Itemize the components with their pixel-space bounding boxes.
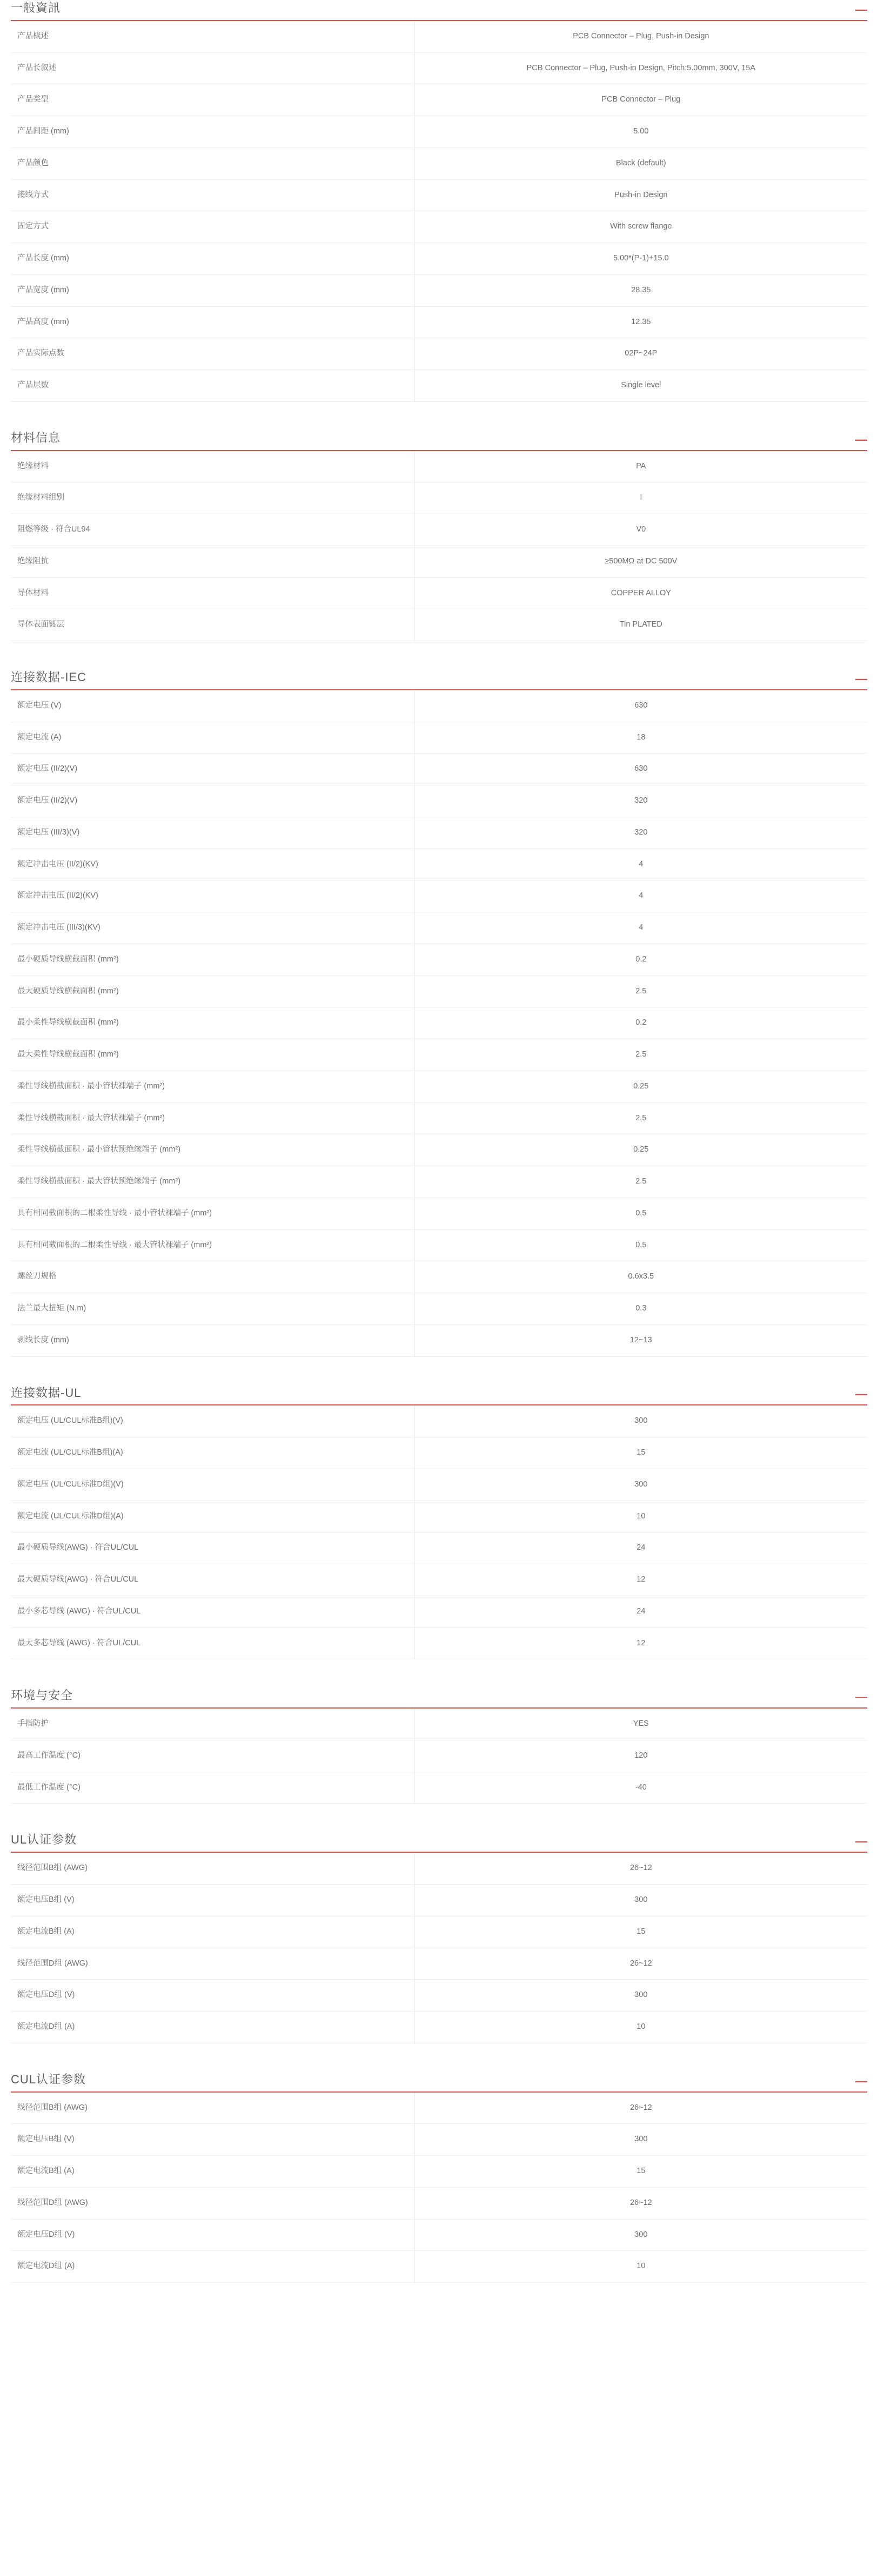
spec-value: -40 [635, 1783, 647, 1792]
table-row [11, 880, 867, 912]
table-row [11, 1293, 867, 1325]
spec-key: 最大硬质导线(AWG) · 符合UL/CUL [11, 1564, 414, 1596]
spec-value: Single level [621, 381, 661, 390]
spec-key: 绝缘材料 [11, 451, 414, 482]
spec-key: 绝缘材料组别 [11, 482, 414, 514]
section-gap [0, 641, 878, 669]
table-row [11, 1532, 867, 1564]
section-collapse-toggle[interactable]: — [855, 671, 867, 685]
table-row [11, 690, 867, 722]
spec-key: 线径范围D组 (AWG) [11, 2187, 414, 2219]
spec-value: 24 [636, 1606, 646, 1616]
table-row [11, 243, 867, 275]
spec-table [11, 1405, 867, 1659]
spec-value: ≥500MΩ at DC 500V [605, 556, 678, 566]
section-gap [0, 1804, 878, 1832]
spec-key: 最大柔性导线横截面积 (mm²) [11, 1039, 414, 1071]
spec-value: 12 [636, 1638, 646, 1647]
spec-value: 300 [634, 1416, 648, 1425]
spec-key: 手指防护 [11, 1709, 414, 1740]
table-row [11, 1885, 867, 1916]
spec-key: 额定电压B组 (V) [11, 1885, 414, 1916]
spec-value: 26~12 [629, 2198, 652, 2207]
spec-key: 最大多芯导线 (AWG) · 符合UL/CUL [11, 1627, 414, 1659]
spec-value: 300 [634, 2135, 648, 2144]
spec-section [0, 1385, 878, 1660]
spec-value: 630 [634, 764, 648, 774]
spec-key: 产品宽度 (mm) [11, 274, 414, 306]
spec-value: 26~12 [629, 2103, 652, 2112]
spec-value: I [640, 493, 642, 502]
spec-key: 导体表面镀层 [11, 609, 414, 641]
spec-key: 最小多芯导线 (AWG) · 符合UL/CUL [11, 1596, 414, 1627]
spec-key: 额定电压 (III/3)(V) [11, 817, 414, 849]
table-row [11, 1980, 867, 2012]
table-row [11, 306, 867, 338]
spec-value: 0.3 [635, 1304, 647, 1313]
spec-value: 15 [636, 2167, 646, 2176]
spec-key: 额定电压D组 (V) [11, 1980, 414, 2012]
table-row [11, 546, 867, 577]
table-row [11, 179, 867, 211]
section-collapse-toggle[interactable]: — [855, 2074, 867, 2088]
table-row [11, 1627, 867, 1659]
table-row [11, 211, 867, 243]
table-row [11, 1134, 867, 1166]
spec-value: COPPER ALLOY [611, 588, 671, 597]
spec-key: 额定电压 (UL/CUL标准B组)(V) [11, 1405, 414, 1437]
spec-key: 产品长度 (mm) [11, 243, 414, 275]
spec-value: 5.00*(P-1)+15.0 [613, 254, 669, 263]
table-row [11, 1102, 867, 1134]
table-row [11, 2251, 867, 2283]
spec-section [0, 0, 878, 402]
spec-key: 阻燃等级 · 符合UL94 [11, 514, 414, 546]
spec-table [11, 1709, 867, 1804]
spec-value: Tin PLATED [619, 620, 662, 629]
spec-key: 产品间距 (mm) [11, 116, 414, 148]
spec-value: 4 [639, 859, 644, 869]
section-header [11, 430, 867, 451]
spec-key: 额定电压 (V) [11, 690, 414, 722]
spec-key: 额定冲击电压 (II/2)(KV) [11, 849, 414, 880]
spec-value: 28.35 [631, 285, 651, 294]
table-row [11, 817, 867, 849]
spec-value: PCB Connector – Plug [601, 95, 681, 104]
spec-value: Black (default) [615, 158, 666, 167]
spec-key: 产品颜色 [11, 147, 414, 179]
section-title: 材料信息 [11, 431, 61, 445]
spec-key: 接线方式 [11, 179, 414, 211]
spec-key: 产品类型 [11, 84, 414, 116]
spec-key: 最低工作温度 (°C) [11, 1772, 414, 1804]
table-row [11, 116, 867, 148]
spec-value: 12 [636, 1575, 646, 1584]
section-header [11, 669, 867, 690]
table-row [11, 1261, 867, 1293]
table-row [11, 722, 867, 754]
table-row [11, 1501, 867, 1532]
table-row [11, 274, 867, 306]
section-title: UL认证参数 [11, 1833, 77, 1847]
table-row [11, 482, 867, 514]
spec-table [11, 1853, 867, 2043]
spec-key: 额定电流 (UL/CUL标准D组)(A) [11, 1501, 414, 1532]
spec-key: 柔性导线横截面积 · 最大管状裸端子 (mm²) [11, 1102, 414, 1134]
spec-value: PA [636, 461, 646, 470]
spec-key: 产品层数 [11, 370, 414, 402]
spec-value: 0.5 [635, 1240, 647, 1249]
spec-section [0, 430, 878, 641]
table-row [11, 2219, 867, 2251]
spec-value: 300 [634, 2230, 648, 2239]
section-collapse-toggle[interactable]: — [855, 1690, 867, 1704]
table-row [11, 338, 867, 370]
table-row [11, 147, 867, 179]
spec-key: 线径范围D组 (AWG) [11, 1948, 414, 1980]
spec-key: 额定电压B组 (V) [11, 2124, 414, 2156]
section-title: 一般資訊 [11, 1, 61, 15]
spec-key: 产品高度 (mm) [11, 306, 414, 338]
section-header [11, 1832, 867, 1853]
spec-key: 线径范围B组 (AWG) [11, 1853, 414, 1884]
spec-section [0, 669, 878, 1357]
spec-value: 10 [636, 2262, 646, 2271]
spec-key: 额定冲击电压 (II/2)(KV) [11, 880, 414, 912]
spec-key: 具有相同截面积的二根柔性导线 · 最大管状裸端子 (mm²) [11, 1229, 414, 1261]
spec-value: 4 [639, 891, 644, 900]
spec-value: 5.00 [633, 127, 649, 136]
section-title: 连接数据-IEC [11, 670, 87, 684]
spec-value: 2.5 [635, 1050, 647, 1059]
spec-value: 320 [634, 828, 648, 837]
table-row [11, 1948, 867, 1980]
spec-value: 10 [636, 2022, 646, 2032]
spec-key: 额定电流D组 (A) [11, 2251, 414, 2283]
spec-key: 固定方式 [11, 211, 414, 243]
spec-key: 最小硬质导线横截面积 (mm²) [11, 944, 414, 976]
table-row [11, 1709, 867, 1740]
spec-key: 产品概述 [11, 21, 414, 52]
spec-value: PCB Connector – Plug, Push-in Design [573, 31, 709, 41]
spec-value: 120 [634, 1751, 648, 1760]
section-collapse-toggle[interactable]: — [855, 1387, 867, 1401]
spec-value: 0.5 [635, 1208, 647, 1218]
table-row [11, 2156, 867, 2188]
spec-value: 12.35 [631, 317, 651, 326]
table-row [11, 1198, 867, 1229]
spec-value: 15 [636, 1927, 646, 1936]
section-header [11, 1687, 867, 1709]
section-gap [0, 402, 878, 430]
spec-key: 线径范围B组 (AWG) [11, 2093, 414, 2124]
spec-table [11, 2093, 867, 2283]
section-title: 环境与安全 [11, 1689, 73, 1703]
section-collapse-toggle[interactable]: — [855, 1834, 867, 1848]
spec-key: 额定冲击电压 (III/3)(KV) [11, 912, 414, 944]
section-header [11, 2071, 867, 2093]
table-row [11, 514, 867, 546]
spec-key: 具有相同截面积的二根柔性导线 · 最小管状裸端子 (mm²) [11, 1198, 414, 1229]
spec-value: 2.5 [635, 986, 647, 996]
table-row [11, 2012, 867, 2043]
spec-key: 柔性导线横截面积 · 最大管状预绝缘端子 (mm²) [11, 1166, 414, 1198]
table-row [11, 849, 867, 880]
table-row [11, 609, 867, 641]
spec-key: 柔性导线横截面积 · 最小管状裸端子 (mm²) [11, 1071, 414, 1102]
table-row [11, 577, 867, 609]
spec-value: 0.25 [633, 1145, 649, 1154]
spec-value: 18 [636, 732, 646, 742]
spec-key: 最高工作温度 (°C) [11, 1740, 414, 1772]
spec-value: Push-in Design [614, 190, 668, 199]
section-collapse-toggle[interactable]: — [855, 432, 867, 446]
table-row [11, 451, 867, 482]
table-row [11, 2124, 867, 2156]
spec-table [11, 21, 867, 402]
section-gap [0, 1659, 878, 1687]
spec-value: 0.6x3.5 [628, 1272, 654, 1281]
spec-value: 300 [634, 1479, 648, 1489]
spec-key: 额定电流B组 (A) [11, 2156, 414, 2188]
section-header [11, 1385, 867, 1406]
table-row [11, 2093, 867, 2124]
spec-key: 螺丝刀规格 [11, 1261, 414, 1293]
table-row [11, 1740, 867, 1772]
spec-key: 产品长叙述 [11, 52, 414, 84]
spec-key: 额定电压 (II/2)(V) [11, 785, 414, 817]
spec-key: 额定电压D组 (V) [11, 2219, 414, 2251]
spec-key: 最小柔性导线横截面积 (mm²) [11, 1007, 414, 1039]
table-row [11, 976, 867, 1007]
spec-table [11, 690, 867, 1357]
spec-value: 2.5 [635, 1113, 647, 1122]
section-collapse-toggle[interactable]: — [855, 2, 867, 16]
spec-value: 02P~24P [625, 349, 658, 358]
spec-key: 额定电流B组 (A) [11, 1916, 414, 1948]
spec-key: 最大硬质导线横截面积 (mm²) [11, 976, 414, 1007]
table-row [11, 754, 867, 785]
spec-value: 630 [634, 701, 648, 710]
spec-value: YES [633, 1719, 649, 1728]
table-row [11, 1853, 867, 1884]
spec-value: 300 [634, 1990, 648, 2000]
section-gap [0, 1357, 878, 1385]
spec-key: 法兰最大扭矩 (N.m) [11, 1293, 414, 1325]
table-row [11, 1324, 867, 1356]
spec-key: 额定电压 (UL/CUL标准D组)(V) [11, 1469, 414, 1501]
table-row [11, 1229, 867, 1261]
section-title: 连接数据-UL [11, 1385, 82, 1400]
spec-value: 0.2 [635, 1018, 647, 1027]
spec-value: 15 [636, 1448, 646, 1457]
table-row [11, 1039, 867, 1071]
spec-key: 剥线长度 (mm) [11, 1324, 414, 1356]
table-row [11, 1166, 867, 1198]
table-row [11, 1564, 867, 1596]
spec-value: 12~13 [629, 1335, 652, 1344]
table-row [11, 1405, 867, 1437]
spec-value: 4 [639, 923, 644, 932]
table-row [11, 1916, 867, 1948]
table-row [11, 1071, 867, 1102]
spec-key: 导体材料 [11, 577, 414, 609]
spec-value: 0.2 [635, 954, 647, 964]
spec-value: 300 [634, 1895, 648, 1905]
section-gap [0, 2043, 878, 2071]
spec-value: 26~12 [629, 1959, 652, 1968]
spec-key: 额定电压 (II/2)(V) [11, 754, 414, 785]
spec-value: With screw flange [610, 222, 672, 231]
spec-value: 320 [634, 796, 648, 805]
spec-value: 24 [636, 1543, 646, 1552]
table-row [11, 52, 867, 84]
table-row [11, 1437, 867, 1469]
spec-section [0, 2071, 878, 2283]
spec-key: 额定电流 (UL/CUL标准B组)(A) [11, 1437, 414, 1469]
spec-key: 产品实际点数 [11, 338, 414, 370]
spec-value: PCB Connector – Plug, Push-in Design, Pitch:5.00mm, 300V, 15A [526, 63, 756, 72]
spec-key: 额定电流D组 (A) [11, 2012, 414, 2043]
section-header [11, 0, 867, 21]
table-row [11, 912, 867, 944]
spec-value: 10 [636, 1511, 646, 1521]
spec-key: 最小硬质导线(AWG) · 符合UL/CUL [11, 1532, 414, 1564]
table-row [11, 1772, 867, 1804]
table-row [11, 944, 867, 976]
spec-section [0, 1687, 878, 1804]
table-row [11, 21, 867, 52]
table-row [11, 1007, 867, 1039]
spec-value: V0 [636, 525, 646, 534]
spec-key: 额定电流 (A) [11, 722, 414, 754]
spec-key: 绝缘阻抗 [11, 546, 414, 577]
spec-key: 柔性导线横截面积 · 最小管状预绝缘端子 (mm²) [11, 1134, 414, 1166]
spec-value: 0.25 [633, 1081, 649, 1091]
spec-section [0, 1832, 878, 2043]
table-row [11, 2187, 867, 2219]
table-row [11, 1469, 867, 1501]
spec-value: 26~12 [629, 1864, 652, 1873]
table-row [11, 84, 867, 116]
table-row [11, 1596, 867, 1627]
table-row [11, 370, 867, 402]
spec-value: 2.5 [635, 1177, 647, 1186]
section-title: CUL认证参数 [11, 2072, 86, 2086]
spec-table [11, 451, 867, 642]
table-row [11, 785, 867, 817]
